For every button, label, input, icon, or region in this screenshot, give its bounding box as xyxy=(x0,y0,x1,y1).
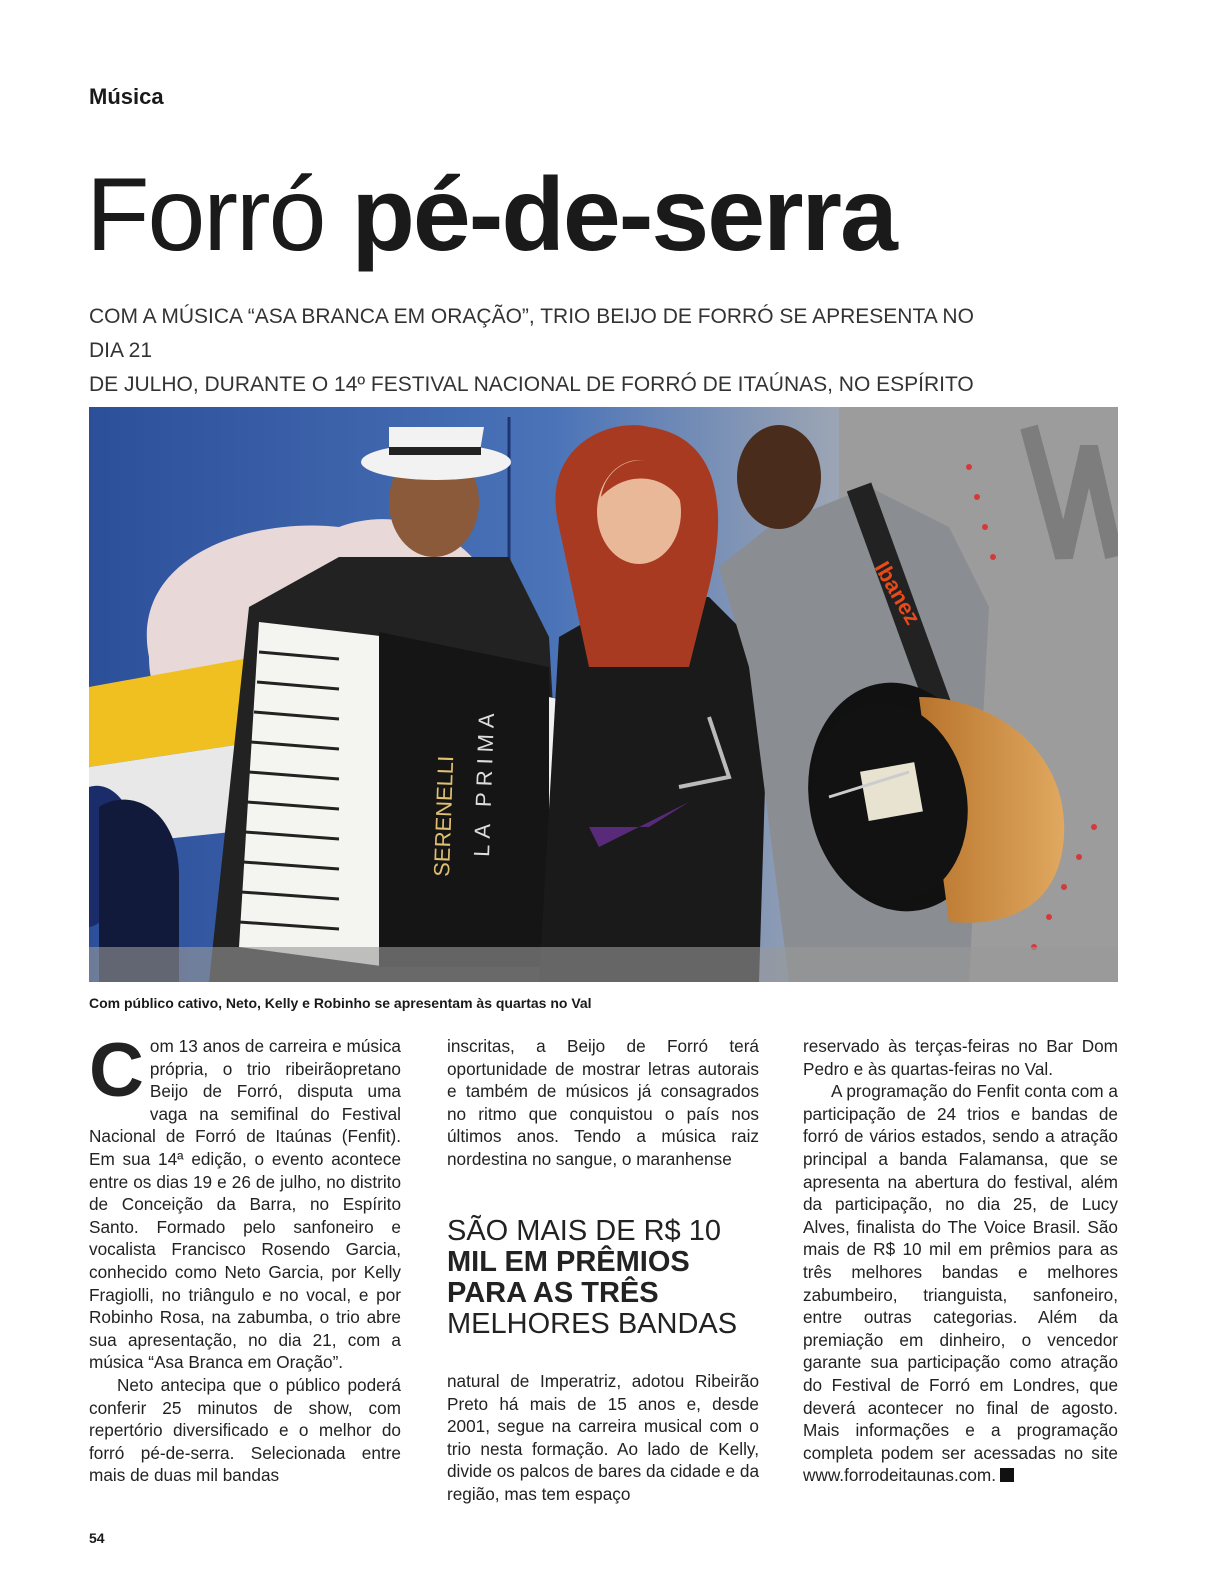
pull-quote-line-2: MIL EM PRÊMIOS xyxy=(447,1246,690,1278)
headline xyxy=(86,140,896,290)
end-mark-icon xyxy=(1000,1468,1014,1482)
col2-para1: inscritas, a Beijo de Forró terá oportunidade de mostrar letras autorais e também de músicos já consagrados no ritmo que conquistou o país nos últimos anos. Tendo a música raiz nordestina no sangue, o maranhense xyxy=(447,1036,759,1169)
band-photo-illustration xyxy=(89,407,1118,982)
col1-para1: om 13 anos de carreira e música própria, o trio ribeirãopretano Beijo de Forró, disputa uma vaga na semifinal do Festival Nacional de Forró de Itaúnas (Fenfit). Em sua 14ª edição, o evento acontece entre os dias 19 e 26 de julho, no distrito de Conceição da Barra, no Espírito Santo. Formado pelo sanfoneiro e vocalista Francisco Rosendo Garcia, conhecido como Neto Garcia, por Kelly Fragiolli, no triângulo e no vocal, e por Robinho Rosa, na zabumba, o trio abre sua apresentação, no dia 21, com a música “Asa Branca em Oração”. xyxy=(89,1036,401,1373)
pull-quote-line-1: SÃO MAIS DE R$ 10 xyxy=(447,1215,721,1247)
body-column-2 xyxy=(447,1035,759,1171)
col1-para2: Neto antecipa que o público poderá conferir 25 minutos de show, com repertório diversificado e o melhor do forró pé-de-serra. Selecionada entre mais de duas mil bandas xyxy=(89,1374,401,1486)
accordion-model: LA PRIMA xyxy=(469,706,500,858)
col3-para2: A programação do Fenfit conta com a participação de 24 trios e bandas de forró de vários estados, sendo a atração principal a banda Falamansa, que se apresenta na abertura do festival, além da participação, no dia 25, de Lucy Alves, finalista do The Voice Brasil. São mais de R$ 10 mil em prêmios para as três melhores bandas e melhores zabumbeiro, trianguista, sanfoneiro, entre outras categorias. Além da premiação em dinheiro, o vencedor garante sua participação como atração do Festival de Forró em Londres, que deverá acontecer no final de agosto. Mais informações e a programação completa podem ser acessadas no site www.forrodeitaunas.com. xyxy=(803,1081,1118,1486)
body-column-1 xyxy=(89,1028,401,1487)
page-number: 54 xyxy=(89,1530,105,1546)
body-column-2-continued xyxy=(447,1370,759,1506)
pull-quote-line-3: PARA AS TRÊS xyxy=(447,1277,659,1309)
section-label: Música xyxy=(89,84,164,109)
col3-para2-wrap xyxy=(803,1080,1118,1487)
pull-quote-line-4: MELHORES BANDAS xyxy=(447,1308,738,1340)
col3-para1: reservado às terças-feiras no Bar Dom Pedro e às quartas-feiras no Val. xyxy=(803,1036,1118,1079)
headline-bold: pé-de-serra xyxy=(351,157,896,273)
headline-light: Forró xyxy=(86,157,325,273)
col2-para2: natural de Imperatriz, adotou Ribeirão Preto há mais de 15 anos e, desde 2001, segue na carreira musical com o trio nesta formação. Ao lado de Kelly, divide os palcos de bares da cidade e da região, mas tem espaço xyxy=(447,1371,759,1504)
dropcap: C xyxy=(89,1028,144,1113)
deck-line-2: DE JULHO, DURANTE O 14º FESTIVAL NACIONAL DE FORRÓ DE ITAÚNAS, NO ESPÍRITO xyxy=(89,373,974,396)
deck-line-1: COM A MÚSICA “ASA BRANCA EM ORAÇÃO”, TRIO BEIJO DE FORRÓ SE APRESENTA NO DIA 21 xyxy=(89,305,974,362)
strap-brand: Ibanez xyxy=(869,557,926,629)
band-photo xyxy=(89,407,1118,982)
photo-caption: Com público cativo, Neto, Kelly e Robinho se apresentam às quartas no Val xyxy=(89,995,592,1011)
body-paragraph xyxy=(89,1028,401,1374)
pull-quote xyxy=(447,1216,747,1340)
accordion-brand: SERENELLI xyxy=(429,755,459,878)
body-column-3 xyxy=(803,1035,1118,1487)
